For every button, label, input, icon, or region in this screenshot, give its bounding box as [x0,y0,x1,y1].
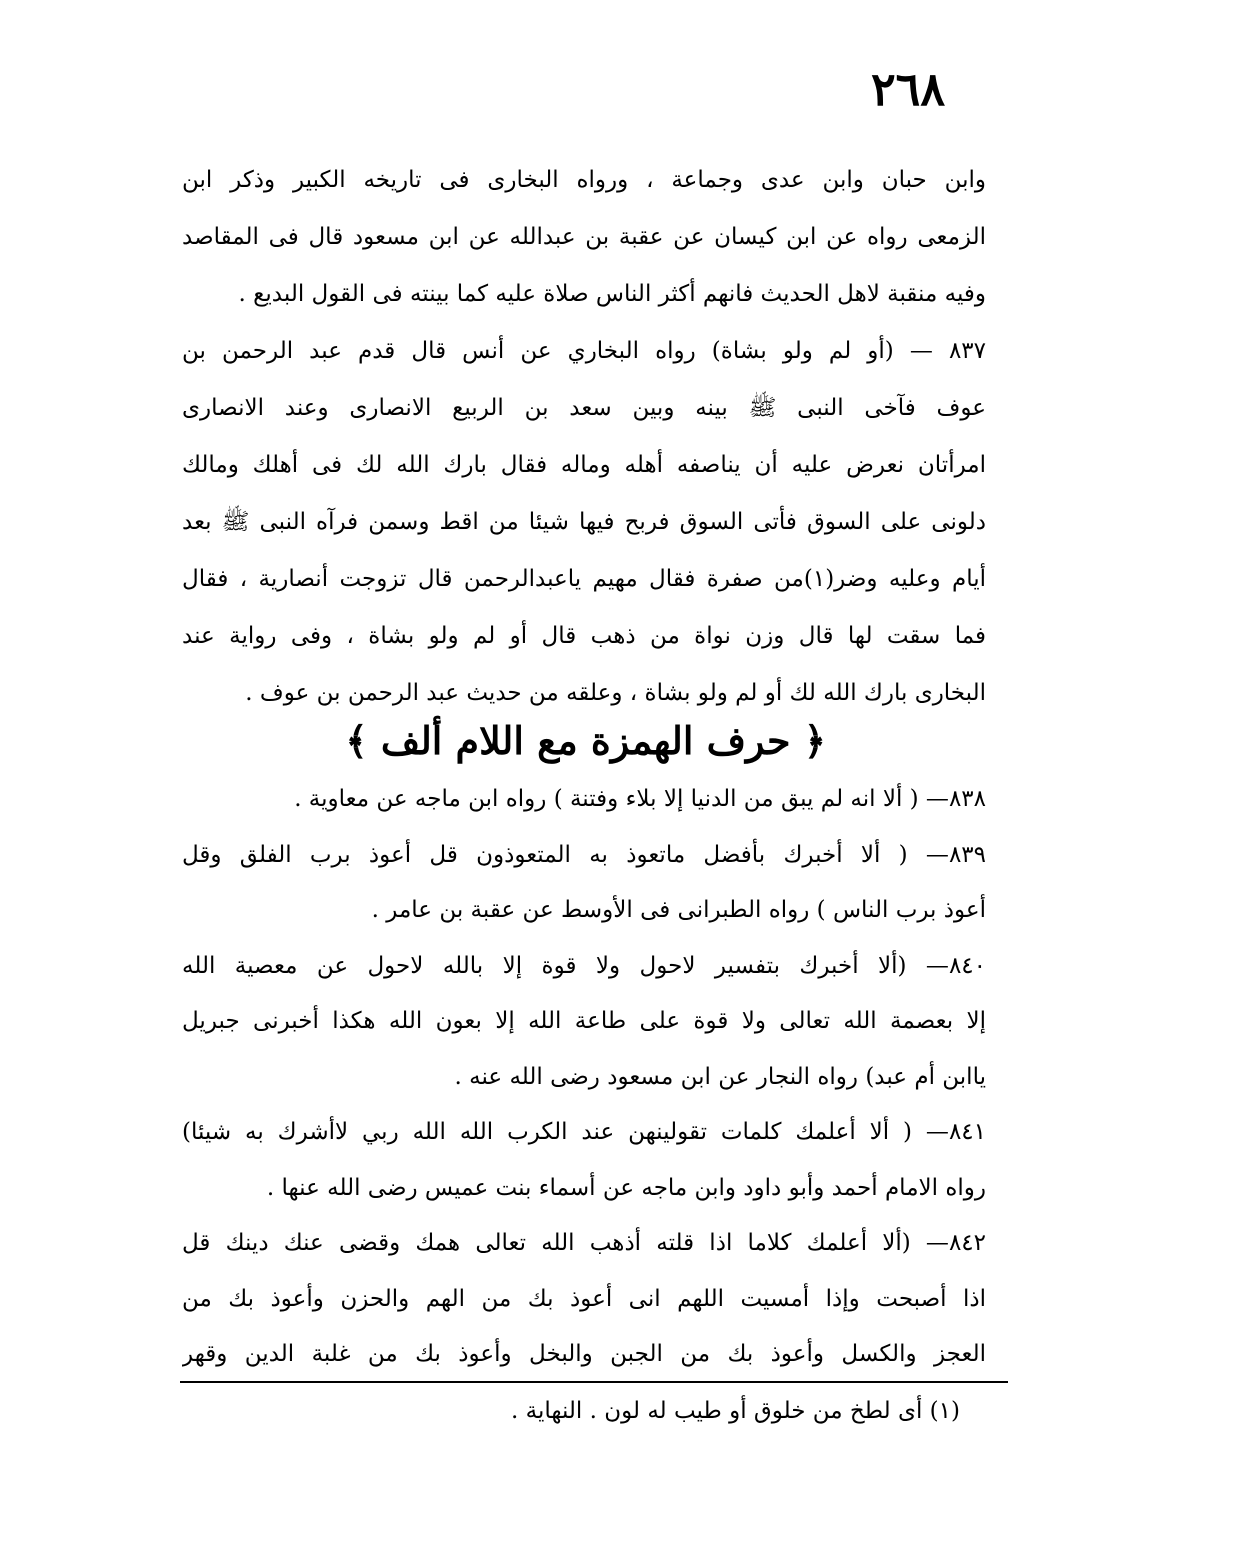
hadith-837-line: عوف فآخى النبى ﷺ بينه وبين سعد بن الربيع الانصارى وعند الانصارى [182,395,986,421]
hadith-841-line: ٨٤١— ( ألا أعلمك كلمات تقولينهن عند الكرب الله الله ربي لاأشرك به شيئا) [182,1119,986,1145]
hadith-837-line: امرأتان نعرض عليه أن يناصفه أهله وماله فقال بارك الله لك فى أهلك ومالك [182,452,986,478]
hadith-842-line: اذا أصبحت وإذا أمسيت اللهم انى أعوذ بك من الهم والحزن وأعوذ بك من [182,1285,986,1312]
hadith-837-line: فما سقت لها قال وزن نواة من ذهب قال أو لم ولو بشاة ، وفى رواية عند [182,623,986,649]
hadith-840-line: ٨٤٠— (ألا أخبرك بتفسير لاحول ولا قوة إلا بالله لاحول عن معصية الله [182,952,986,979]
hadith-839-line: أعوذ برب الناس ) رواه الطبرانى فى الأوسط عن عقبة بن عامر . [371,897,986,923]
hadith-840-line: ياابن أم عبد) رواه النجار عن ابن مسعود رضى الله عنه . [454,1063,986,1090]
hadith-840-line: إلا بعصمة الله تعالى ولا قوة على طاعة الله إلا بعون الله هكذا أخبرنى جبريل [182,1008,986,1034]
text-line: الزمعى رواه عن ابن كيسان عن عقبة بن عبدالله عن ابن مسعود قال فى المقاصد [182,224,986,250]
text-line: وفيه منقبة لاهل الحديث فانهم أكثر الناس صلاة عليه كما بينته فى القول البديع . [238,281,986,307]
footnote-divider [180,1381,1008,1383]
main-text-bottom [182,772,986,1383]
page-number: ٢٦٨ [870,62,946,116]
hadith-837-line: أيام وعليه وضر(١)من صفرة فقال مهيم ياعبدالرحمن قال تزوجت أنصارية ، فقال [182,566,986,592]
hadith-842-line: ٨٤٢— (ألا أعلمك كلاما اذا قلته أذهب الله تعالى همك وقضى عنك دينك قل [182,1230,986,1256]
hadith-837-line: البخارى بارك الله لك أو لم ولو بشاة ، وعلقه من حديث عبد الرحمن بن عوف . [245,680,986,706]
text-line: وابن حبان وابن عدى وجماعة ، ورواه البخارى فى تاريخه الكبير وذكر ابن [182,167,986,193]
hadith-837-line: دلونى على السوق فأتى السوق فربح فيها شيئا من اقط وسمن فرآه النبى ﷺ بعد [182,509,986,535]
hadith-842-line: العجز والكسل وأعوذ بك من الجبن والبخل وأعوذ بك من غلبة الدين وقهر [182,1341,986,1367]
main-text-top [182,152,986,722]
hadith-838-line: ٨٣٨— ( ألا انه لم يبق من الدنيا إلا بلاء وفتنة ) رواه ابن ماجه عن معاوية . [294,786,986,812]
hadith-839-line: ٨٣٩— ( ألا أخبرك بأفضل ماتعوذ به المتعوذون قل أعوذ برب الفلق وقل [182,841,986,868]
hadith-837-line: ٨٣٧ — (أو لم ولو بشاة) رواه البخاري عن أنس قال قدم عبد الرحمن بن [182,338,986,364]
section-heading: ﴿ حرف الهمزة مع اللام ألف ﴾ [345,718,826,763]
hadith-841-line: رواه الامام أحمد وأبو داود وابن ماجه عن أسماء بنت عميس رضى الله عنها . [266,1174,986,1201]
footnote: (١) أى لطخ من خلوق أو طيب له لون . النهاية . [511,1398,960,1424]
